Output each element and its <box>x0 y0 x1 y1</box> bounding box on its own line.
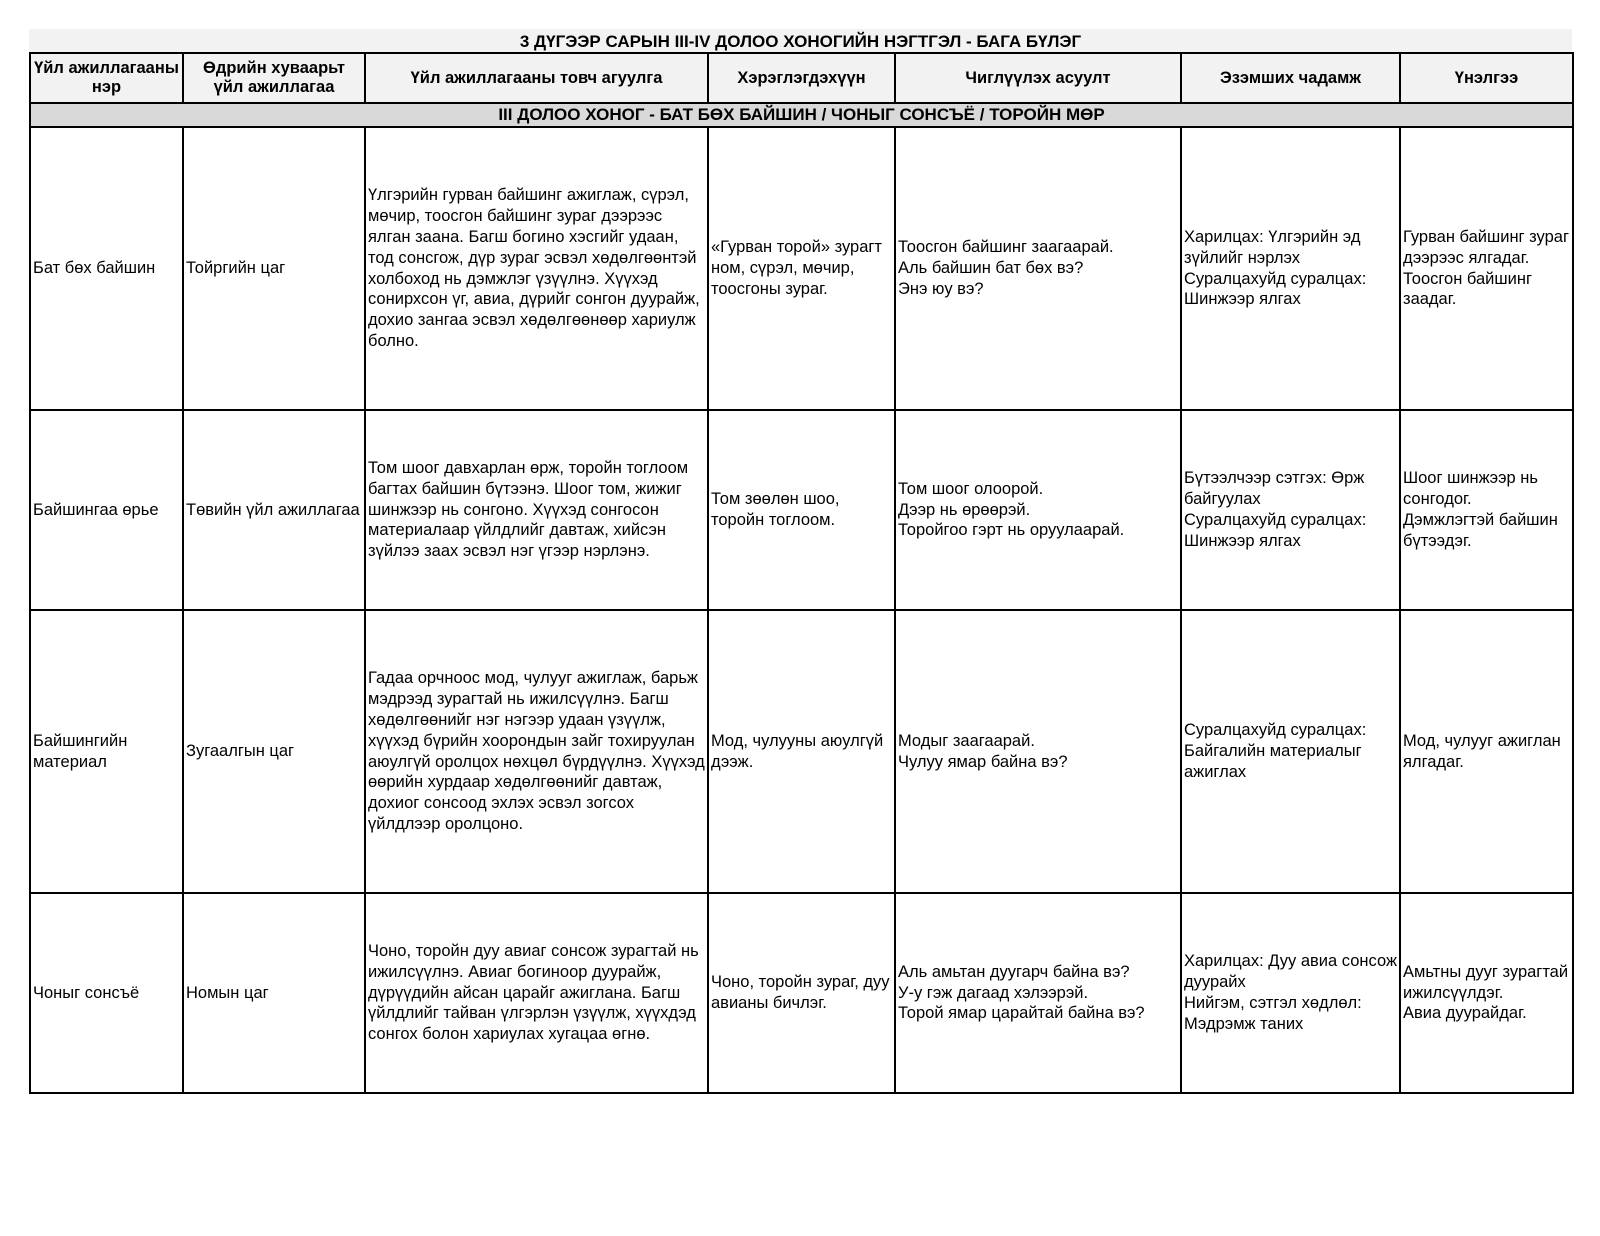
week-heading-row <box>30 103 1573 127</box>
activity-content: Чоно, торойн дуу авиаг сонсож зурагтай нь ижилсүүлнэ. Авиаг богиноор дуурайж, дүрүүдийн айсан царайг ажиглана. Багш үйлдлийг тайван үлгэрлэн үзүүлж, хүүхдэд сонгох болон хариулах хугацаа өгнө. <box>365 893 708 1093</box>
column-header-questions: Чиглүүлэх асуулт <box>895 53 1181 103</box>
activity-competency: Харилцах: Дуу авиа сонсож дуурайх Нийгэм, сэтгэл хөдлөл: Мэдрэмж таних <box>1181 893 1400 1093</box>
activity-schedule: Тойргийн цаг <box>183 127 365 410</box>
activity-materials: Чоно, торойн зураг, дуу авианы бичлэг. <box>708 893 895 1093</box>
column-header-content: Үйл ажиллагааны товч агуулга <box>365 53 708 103</box>
activity-name: Чоныг сонсъё <box>30 893 183 1093</box>
activity-name: Бат бөх байшин <box>30 127 183 410</box>
activity-content: Том шоог давхарлан өрж, торойн тоглоом багтах байшин бүтээнэ. Шоог том, жижиг шинжээр нь сонгоно. Хүүхэд сонгосон материалаар үйлдлийг давтаж, хийсэн зүйлээ заах эсвэл нэг үгээр нэрлэнэ. <box>365 410 708 610</box>
column-header-assessment: Үнэлгээ <box>1400 53 1573 103</box>
activity-materials: Мод, чулууны аюулгүй дээж. <box>708 610 895 893</box>
activity-assessment: Гурван байшинг зураг дээрээс ялгадаг. Тоосгон байшинг заадаг. <box>1400 127 1573 410</box>
table-row <box>30 893 1573 1093</box>
activity-competency: Бүтээлчээр сэтгэх: Өрж байгуулах Суралцахуйд суралцах: Шинжээр ялгах <box>1181 410 1400 610</box>
activity-assessment: Мод, чулууг ажиглан ялгадаг. <box>1400 610 1573 893</box>
activity-schedule: Төвийн үйл ажиллагаа <box>183 410 365 610</box>
sheet <box>29 29 1572 1094</box>
activity-questions: Том шоог олоорой. Дээр нь өрөөрэй. Торойгоо гэрт нь оруулаарай. <box>895 410 1181 610</box>
plan-table <box>29 52 1574 1094</box>
activity-competency: Харилцах: Үлгэрийн эд зүйлийг нэрлэх Суралцахуйд суралцах: Шинжээр ялгах <box>1181 127 1400 410</box>
sheet-title: 3 ДҮГЭЭР САРЫН III-IV ДОЛОО ХОНОГИЙН НЭГТГЭЛ - БАГА БҮЛЭГ <box>29 29 1572 52</box>
activity-schedule: Номын цаг <box>183 893 365 1093</box>
table-row <box>30 410 1573 610</box>
activity-schedule: Зугаалгын цаг <box>183 610 365 893</box>
activity-content: Гадаа орчноос мод, чулууг ажиглаж, барьж мэдрээд зурагтай нь ижилсүүлнэ. Багш хөдөлгөөнийг нэг нэгээр удаан үзүүлж, хүүхэд бүрийн хоорондын зайг тохируулан аюулгүй оролцох нөхцөл бүрдүүлнэ. Хүүхэд өөрийн хурдаар хөдөлгөөнийг давтаж, дохиог сонсоод эхлэх эсвэл зогсох үйлдлээр оролцоно. <box>365 610 708 893</box>
activity-materials: «Гурван торой» зурагт ном, сүрэл, мөчир, тоосгоны зураг. <box>708 127 895 410</box>
activity-assessment: Шоог шинжээр нь сонгодог. Дэмжлэгтэй байшин бүтээдэг. <box>1400 410 1573 610</box>
table-row <box>30 610 1573 893</box>
activity-assessment: Амьтны дууг зурагтай ижилсүүлдэг. Авиа дуурайдаг. <box>1400 893 1573 1093</box>
column-header-name: Үйл ажиллагааны нэр <box>30 53 183 103</box>
table-row <box>30 127 1573 410</box>
column-header-materials: Хэрэглэгдэхүүн <box>708 53 895 103</box>
activity-questions: Тоосгон байшинг заагаарай. Аль байшин бат бөх вэ? Энэ юу вэ? <box>895 127 1181 410</box>
column-header-schedule: Өдрийн хуваарьт үйл ажиллагаа <box>183 53 365 103</box>
activity-materials: Том зөөлөн шоо, торойн тоглоом. <box>708 410 895 610</box>
week-heading: III ДОЛОО ХОНОГ - БАТ БӨХ БАЙШИН / ЧОНЫГ СОНСЪЁ / ТОРОЙН МӨР <box>30 103 1573 127</box>
activity-name: Байшингийн материал <box>30 610 183 893</box>
activity-questions: Аль амьтан дуугарч байна вэ? У-у гэж дагаад хэлээрэй. Торой ямар царайтай байна вэ? <box>895 893 1181 1093</box>
activity-content: Үлгэрийн гурван байшинг ажиглаж, сүрэл, мөчир, тоосгон байшинг зураг дээрээс ялган заана. Багш богино хэсгийг удаан, тод сонсгож, дүр зураг эсвэл хөдөлгөөнтэй холбоход нь дэмжлэг үзүүлнэ. Хүүхэд сонирхсон үг, авиа, дүрийг сонгон дуурайж, дохио зангаа эсвэл хөдөлгөөнөөр хариулж болно. <box>365 127 708 410</box>
column-header-competency: Эзэмших чадамж <box>1181 53 1400 103</box>
activity-name: Байшингаа өрье <box>30 410 183 610</box>
activity-questions: Модыг заагаарай. Чулуу ямар байна вэ? <box>895 610 1181 893</box>
activity-competency: Суралцахуйд суралцах: Байгалийн материалыг ажиглах <box>1181 610 1400 893</box>
header-row <box>30 53 1573 103</box>
